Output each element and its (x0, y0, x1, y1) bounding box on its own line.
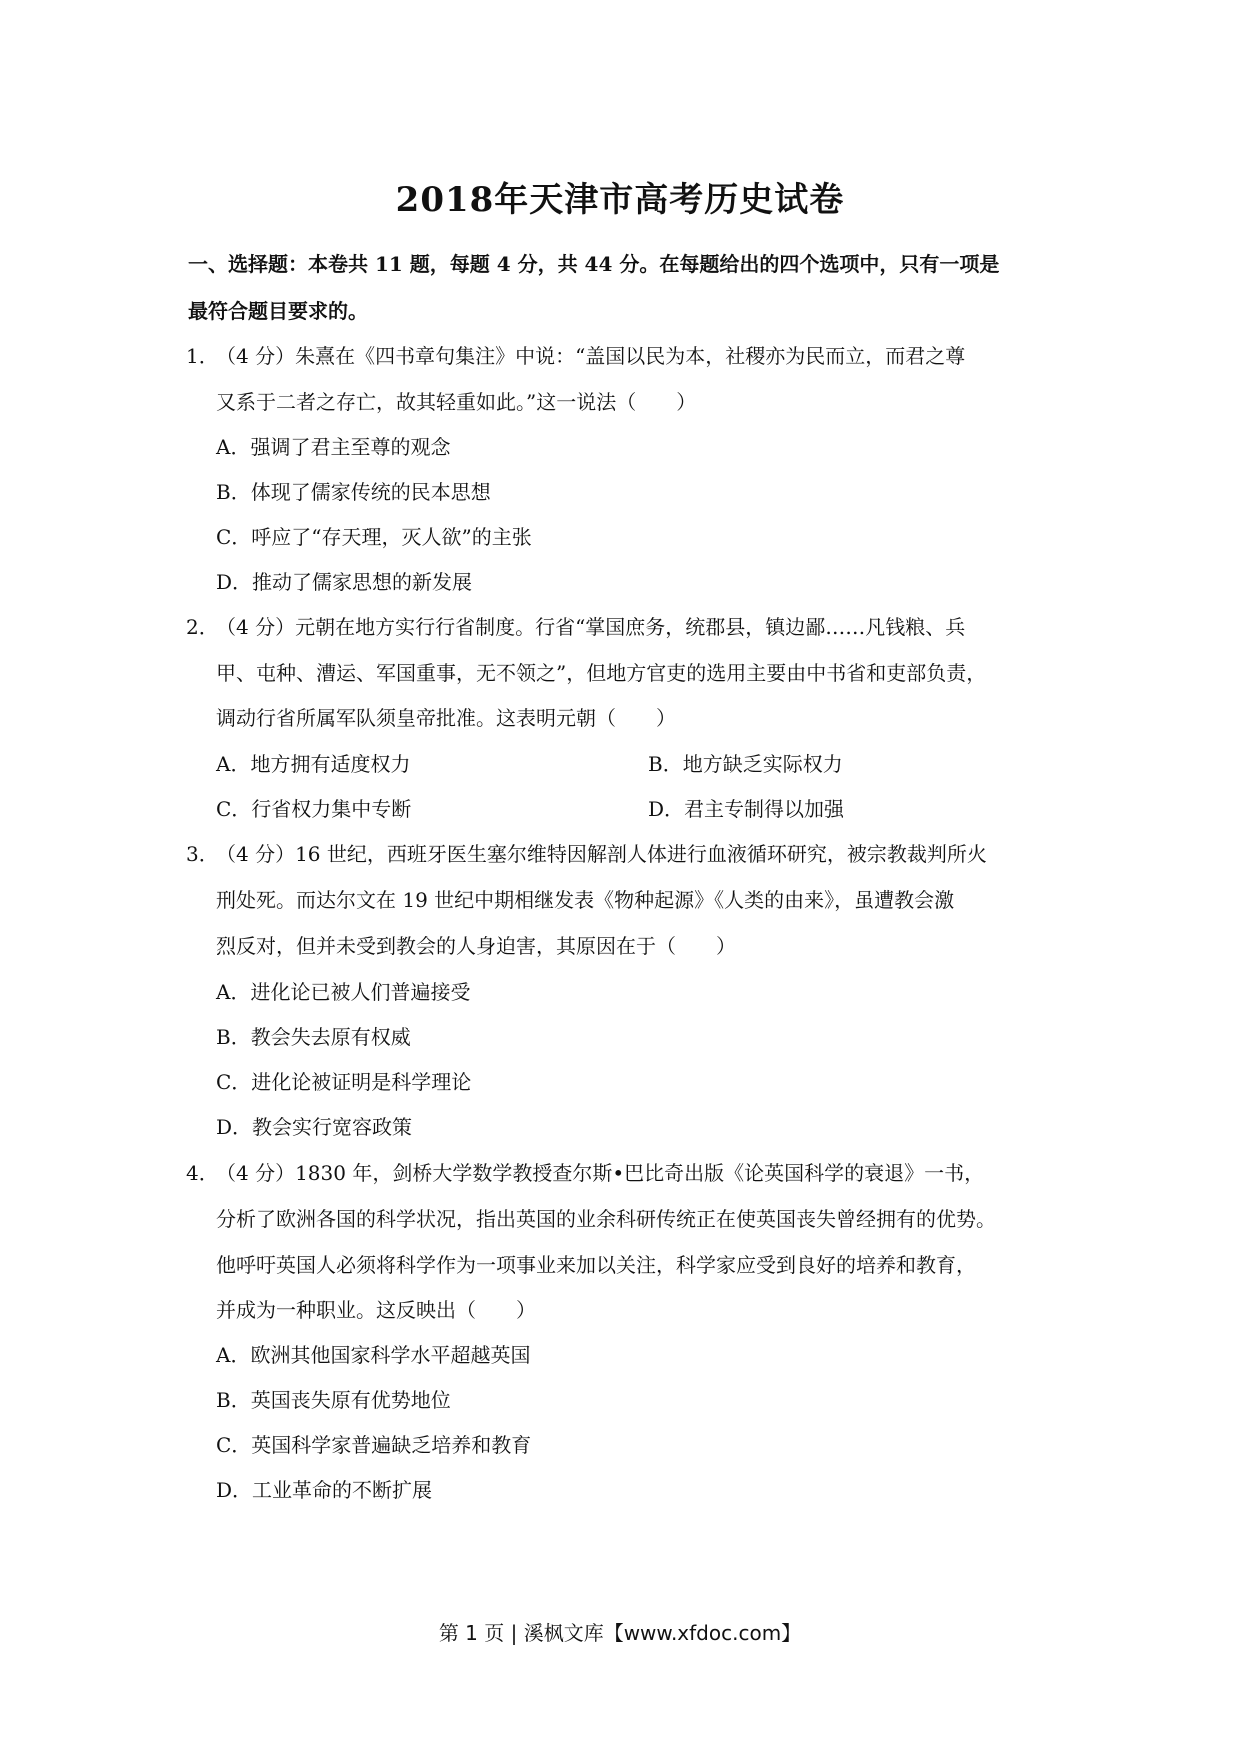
question-text-line: （4 分）16 世纪，西班牙医生塞尔维特因解剖人体进行血液循环研究，被宗教裁判所火 (216, 842, 987, 866)
question-number: 1． (186, 344, 219, 368)
question-number: 4． (186, 1161, 219, 1185)
option-a: A．欧洲其他国家科学水平超越英国 (216, 1343, 531, 1367)
option-b: B．地方缺乏实际权力 (648, 752, 843, 776)
option-c: C．英国科学家普遍缺乏培养和教育 (216, 1433, 532, 1457)
option-d: D．推动了儒家思想的新发展 (216, 570, 473, 594)
question-text-line: 又系于二者之存亡，故其轻重如此。”这一说法（ ） (216, 390, 697, 414)
option-a: A．强调了君主至尊的观念 (216, 435, 451, 459)
question-text-line: 烈反对，但并未受到教会的人身迫害，其原因在于（ ） (216, 934, 736, 958)
section-heading-line2: 最符合题目要求的。 (188, 299, 368, 323)
option-b: B．英国丧失原有优势地位 (216, 1388, 451, 1412)
option-d: D．教会实行宽容政策 (216, 1115, 413, 1139)
question-number: 3． (186, 842, 219, 866)
question-text-line: 他呼吁英国人必须将科学作为一项事业来加以关注，科学家应受到良好的培养和教育， (216, 1253, 976, 1277)
option-d: D．工业革命的不断扩展 (216, 1478, 433, 1502)
question-text-line: （4 分）朱熹在《四书章句集注》中说：“盖国以民为本，社稷亦为民而立，而君之尊 (216, 344, 966, 368)
question-text-line: （4 分）元朝在地方实行行省制度。行省“掌国庶务，统郡县，镇边鄙……凡钱粮、兵 (216, 615, 966, 639)
option-c: C．进化论被证明是科学理论 (216, 1070, 472, 1094)
question-text-line: 甲、屯种、漕运、军国重事，无不领之”，但地方官吏的选用主要由中书省和吏部负责， (216, 661, 987, 685)
page-title: 2018年天津市高考历史试卷 (395, 180, 845, 220)
question-number: 2． (186, 615, 219, 639)
option-a: A．进化论已被人们普遍接受 (216, 980, 471, 1004)
page-footer: 第 1 页 | 溪枫文库【www.xfdoc.com】 (438, 1621, 802, 1645)
question-text-line: 刑处死。而达尔文在 19 世纪中期相继发表《物种起源》《人类的由来》，虽遭教会激 (216, 888, 955, 912)
option-d: D．君主专制得以加强 (648, 797, 845, 821)
option-b: B．教会失去原有权威 (216, 1025, 411, 1049)
option-c: C．行省权力集中专断 (216, 797, 412, 821)
option-c: C．呼应了“存天理，灭人欲”的主张 (216, 525, 532, 549)
question-text-line: 分析了欧洲各国的科学状况，指出英国的业余科研传统正在使英国丧失曾经拥有的优势。 (216, 1207, 996, 1231)
section-heading-line1: 一、选择题：本卷共 11 题，每题 4 分，共 44 分。在每题给出的四个选项中，只有一项是 (188, 252, 1000, 276)
question-text-line: （4 分）1830 年，剑桥大学数学教授查尔斯•巴比奇出版《论英国科学的衰退》一书， (216, 1161, 985, 1185)
question-text-line: 调动行省所属军队须皇帝批准。这表明元朝（ ） (216, 706, 676, 730)
question-text-line: 并成为一种职业。这反映出（ ） (216, 1298, 536, 1322)
option-b: B．体现了儒家传统的民本思想 (216, 480, 491, 504)
option-a: A．地方拥有适度权力 (216, 752, 411, 776)
